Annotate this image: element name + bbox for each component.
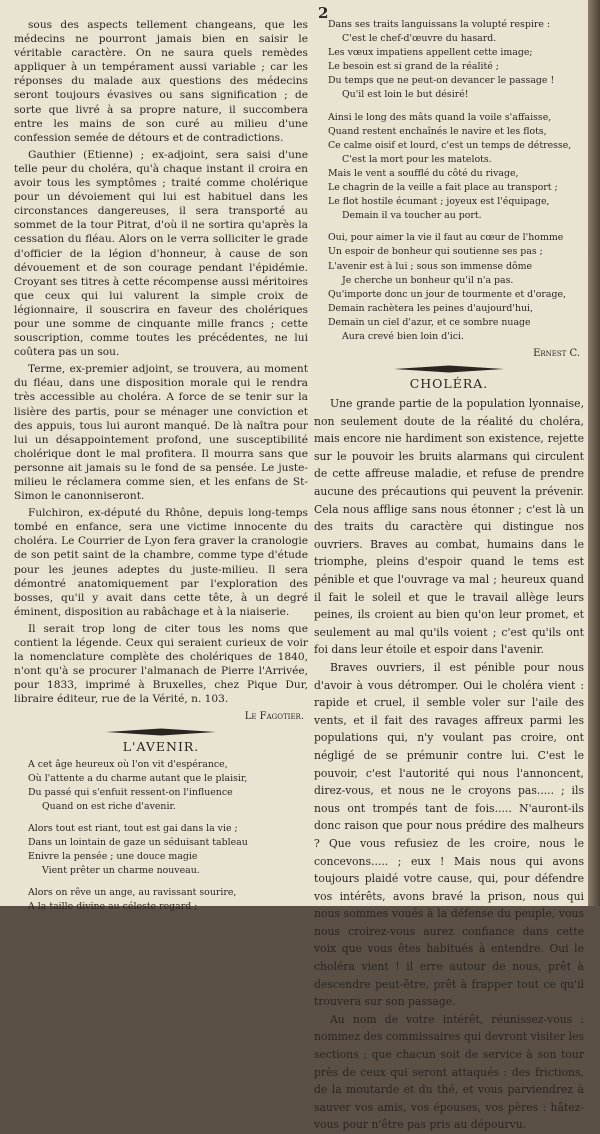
poem-line: Ce calme oisif et lourd, c'est un temps de détresse, — [328, 139, 572, 151]
paragraph: Fulchiron, ex-député du Rhône, depuis long-temps tombé en enfance, sera une victime innocente du choléra. Le Courrier de Lyon fera graver la cranologie de son petit saint de la chambre, comme type d'étude pour les jeunes adeptes du juste-milieu. Il sera démontré anatomiquement par l'exploration des bosses, qu'il y avait dans cette tête, à un degré éminent, disposition au rabâchage et à la niaiserie. — [14, 507, 308, 618]
article-signature: Le Fagotier. — [244, 710, 304, 722]
poem-signature: Ernest C. — [533, 348, 580, 360]
section-divider — [14, 728, 308, 737]
poem-line: Les vœux impatiens appellent cette image; — [328, 47, 533, 59]
poem-line: Le flot hostile écumant ; joyeux est l'équipage, — [328, 196, 550, 208]
paragraph: Il serait trop long de citer tous les noms que contient la légende. Ceux qui seraient curieux de voir la nomenclature complète des cholériques de 1840, n'ont qu'à se procurer l'almanach de Pierre l'Arrivée, pour 1833, imprimé à Bruxelles, chez Pique Dur, libraire éditeur, rue de la Vérité, n. 103. — [14, 622, 308, 706]
page-number: 2 — [318, 4, 329, 22]
poem-line: Le chagrin de la veille a fait place au transport ; — [328, 182, 558, 194]
poem-line: C'est le chef-d'œuvre du hasard. — [342, 33, 497, 45]
poem-line: Qu'importe donc un jour de tourmente et d'orage, — [328, 288, 566, 300]
poem-line: Dans un lointain de gaze un séduisant tableau — [28, 836, 248, 848]
poem-line: Dans ses traits languissans la volupté respire : — [328, 19, 551, 30]
poem-line: A la taille divine au céleste regard ; — [28, 901, 198, 913]
poem-line: Alors tout est riant, tout est gai dans la vie ; — [28, 822, 238, 834]
poem-line: Demain un ciel d'azur, et ce sombre nuage — [328, 316, 531, 328]
article-body — [314, 395, 584, 1134]
poem-line: Je cherche un bonheur qu'il n'a pas. — [342, 274, 514, 286]
poem-line: Quand on est riche d'avenir. — [42, 800, 176, 812]
poem-line: Un espoir de bonheur qui soutienne ses pas ; — [328, 246, 543, 258]
poem-line: C'est la mort pour les matelots. — [342, 153, 492, 165]
poem-line: Qu'il est loin le but désiré! — [342, 89, 469, 101]
poem-line: Enivre la pensée ; une douce magie — [28, 851, 198, 863]
poem-line: L'avenir est à lui ; sous son immense dôme — [328, 260, 533, 272]
left-column — [14, 18, 308, 914]
section-divider — [314, 365, 584, 374]
poem-line: Du passé qui s'enfuit ressent-on l'influence — [28, 786, 233, 798]
paragraph: Braves ouvriers, il est pénible pour nous d'avoir à vous détromper. Oui le choléra vient : rapide et cruel, il semble voler sur l'aile des vents, et il fait des ravages affreux parmi les populations qui, n'y voulant pas croire, ont négligé de se prémunir contre lui. C'est le pouvoir, c'est l'autorité qui nous l'annoncent, direz-vous, et nous ne le croyons pas..... ; ils nous ont trompés tant de fois..... N'auront-ils donc raison que pour nous prédire des malheurs ? Que vous refusiez de les croire, nous le concevons..... ; eux ! Mais nous qui avons toujours plaidé votre cause, qui, pour défendre vos intérêts, avons bravé la prison, nous qui nous sommes voués à la défense du peuple, vous nous croirez-vous aurez confiance dans cette voix que vous êtes habitués à entendre. Oui le choléra vient ! il erre autour de nous, prêt à descendre peut-être, prêt à frapper tout ce qu'il trouvera sur son passage. — [314, 660, 584, 1009]
poem-line: Mais le vent a soufflé du côté du rivage, — [328, 167, 519, 179]
page-edge — [588, 0, 600, 906]
poem-line: Où l'attente a du charme autant que le plaisir, — [28, 772, 248, 784]
paragraph: Une grande partie de la population lyonnaise, non seulement doute de la réalité du choléra, mais encore nie hardiment son existence, rejette sur le pouvoir les bruits alarmans qui circulent de cette affreuse maladie, et refuse de prendre aucune des précautions qui peuvent la prévenir. Cela nous afflige sans nous étonner ; c'est là un des traits du caractère qui distingue nos ouvriers. Braves au combat, humains dans le triomphe, pleins d'espoir quand le tems est pénible et que l'ouvrage va mal ; heureux quand il fait le soleil et que le travail allège leurs peines, ils croient au bien qu'on leur promet, et seulement au mal qu'ils voient ; c'est qu'ils ont foi dans leur étoile et espoir dans l'avenir. — [314, 397, 584, 657]
poem-line: Du temps que ne peut-on devancer le passage ! — [328, 75, 555, 87]
poem-line: Alors on rêve un ange, au ravissant sourire, — [28, 887, 237, 899]
paragraph: sous des aspects tellement changeans, que les médecins ne pourront jamais bien en saisir le véritable caractère. On ne saura quels remèdes appliquer à un tempérament aussi variable ; car les réponses du malade aux questions des médecins seront toujours évasives ou sans signification ; de sorte que livré à sa propre nature, il succombera entre les mains de son curé au milieu d'une confession semée de détours et de contradictions. — [14, 19, 308, 144]
paragraph: Au nom de votre intérêt, réunissez-vous : nommez des commissaires qui devront visiter les sections ; que chacun soit de service à son tour près de ceux qui seront attaqués : des frictions, de la moutarde et du thé, et vous parviendrez à sauver vos amis, vos épouses, vos pères : hâtez-vous pour n'être pas pris au dépourvu. — [314, 1012, 584, 1132]
poem-line: Vient prêter un charme nouveau. — [42, 865, 200, 877]
paragraph: Terme, ex-premier adjoint, se trouvera, au moment du fléau, dans une disposition morale qui le rendra très accessible au choléra. A force de se tenir sur la lisière des partis, pour se ménager une conviction et des appuis, tous lui auront manqué. De là naîtra pour lui un désappointement profond, une susceptibilité cholérique dont le mal profitera. Il mourra sans que personne ait jamais su le fond de sa pensée. Le juste-milieu le réclamera comme sien, et les enfans de St-Simon le canonniseront. — [14, 363, 308, 503]
poem — [14, 758, 308, 915]
paragraph: Gauthier (Etienne) ; ex-adjoint, sera saisi d'une telle peur du choléra, qu'à chaque instant il croira en avoir tous les symptômes ; traité comme cholérique pour un dévoiement qui lui est habituel dans les circonstances dangereuses, il sera transporté au sommet de la tour Pitrat, d'où il ne sortira qu'après la cessation du fléau. Alors on le verra solliciter le grade d'officier de la légion d'honneur, à cause de son dévouement et de son courage pendant l'épidémie. Croyant ses titres à cette récompense aussi méritoires que ceux qui lui valurent la simple croix de légionnaire, il souscrira en faveur des cholériques pour une somme de cinquante mille francs ; cette souscription, comme toutes les précédentes, ne lui coûtera pas un sou. — [14, 148, 308, 359]
poem-line: Aura crevé bien loin d'ici. — [342, 330, 464, 342]
poem-line: Le besoin est si grand de la réalité ; — [328, 61, 499, 73]
poem-line: Quand restent enchaînés le navire et les flots, — [328, 125, 547, 137]
poem-line: Demain il va toucher au port. — [342, 210, 482, 222]
poem-line: Ainsi le long des mâts quand la voile s'affaisse, — [328, 111, 552, 123]
poem-line: Oui, pour aimer la vie il faut au cœur de l'homme — [328, 232, 564, 244]
poem-continued — [314, 18, 584, 344]
poem-line: A cet âge heureux où l'on vit d'espérance, — [28, 758, 228, 770]
poem-line: Demain rachètera les peines d'aujourd'hui, — [328, 302, 534, 314]
poem-title: L'AVENIR. — [122, 738, 200, 754]
right-column — [314, 18, 584, 1134]
article-title: CHOLÉRA. — [409, 376, 489, 392]
